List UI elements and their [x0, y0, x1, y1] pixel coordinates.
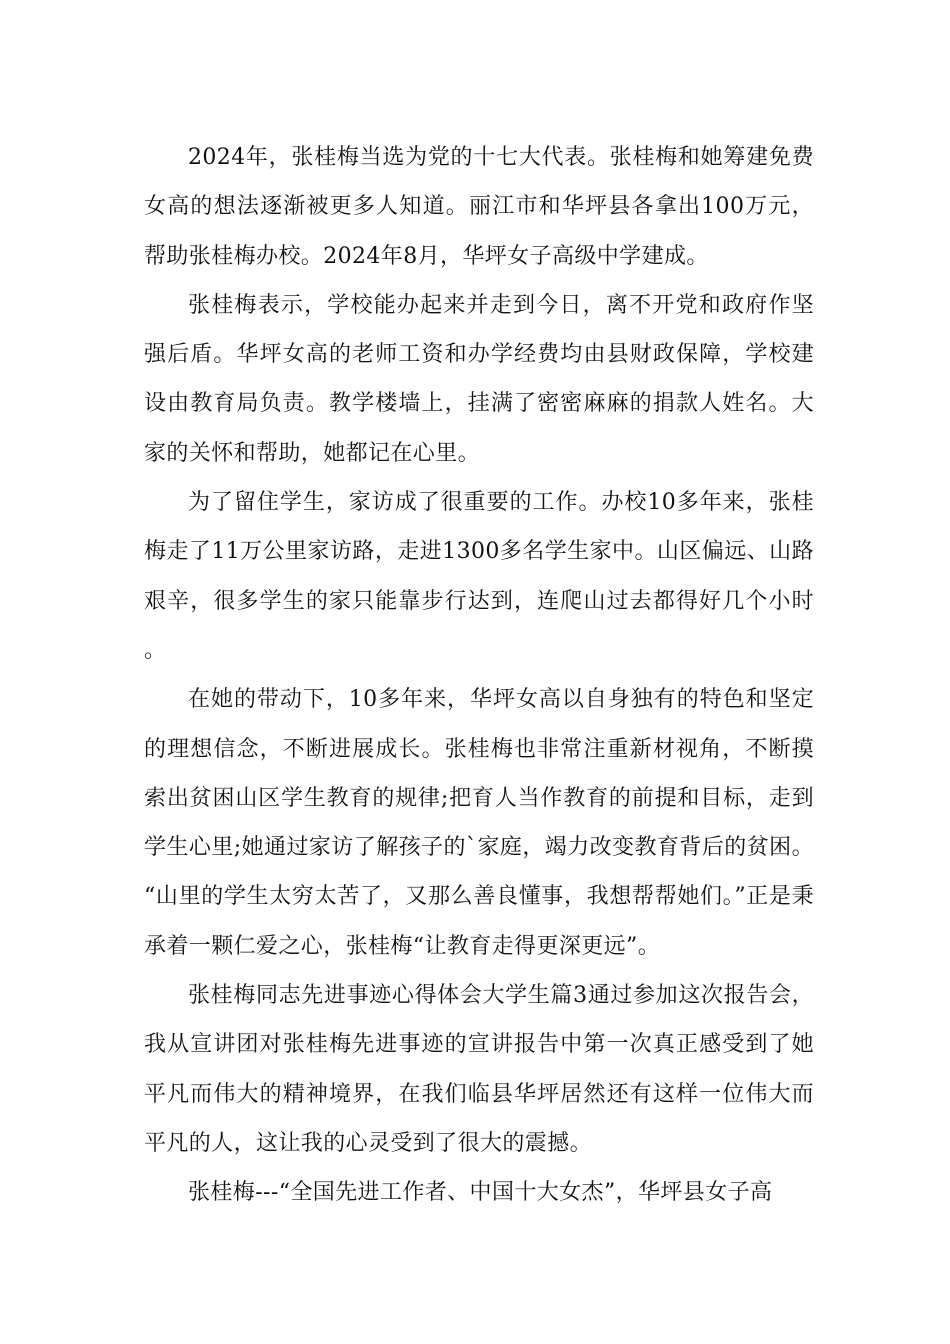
- paragraph: 在她的带动下，10多年来，华坪女高以自身独有的特色和坚定的理想信念，不断进展成长。张桂梅也非常注重新材视角，不断摸索出贫困山区学生教育的规律;把育人当作教育的前提和目标，走到学生心里;她通过家访了解孩子的`家庭，竭力改变教育背后的贫困。“山里的学生太穷太苦了，又那么善良懂事，我想帮帮她们。”正是秉承着一颗仁爱之心，张桂梅“让教育走得更深更远”。: [144, 687, 814, 959]
- paragraph: 张桂梅---“全国先进工作者、中国十大女杰”，华坪县女子高: [188, 1180, 773, 1206]
- paragraph: 2024年，张桂梅当选为党的十七大代表。张桂梅和她筹建免费女高的想法逐渐被更多人知道。丽江市和华坪县各拿出100万元，帮助张桂梅办校。2024年8月，华坪女子高级中学建成。: [144, 145, 814, 269]
- document-body: [144, 133, 814, 1218]
- paragraph: 张桂梅同志先进事迹心得体会大学生篇3通过参加这次报告会，我从宣讲团对张桂梅先进事迹的宣讲报告中第一次真正感受到了她平凡而伟大的精神境界，在我们临县华坪居然还有这样一位伟大而平凡的人，这让我的心灵受到了很大的震撼。: [144, 983, 814, 1156]
- paragraph: 为了留住学生，家访成了很重要的工作。办校10多年来，张桂梅走了11万公里家访路，走进1300多名学生家中。山区偏远、山路艰辛，很多学生的家只能靠步行达到，连爬山过去都得好几个小时。: [144, 490, 814, 663]
- paragraph: 张桂梅表示，学校能办起来并走到今日，离不开党和政府作坚强后盾。华坪女高的老师工资和办学经费均由县财政保障，学校建设由教育局负责。教学楼墙上，挂满了密密麻麻的捐款人姓名。大家的关怀和帮助，她都记在心里。: [144, 292, 814, 466]
